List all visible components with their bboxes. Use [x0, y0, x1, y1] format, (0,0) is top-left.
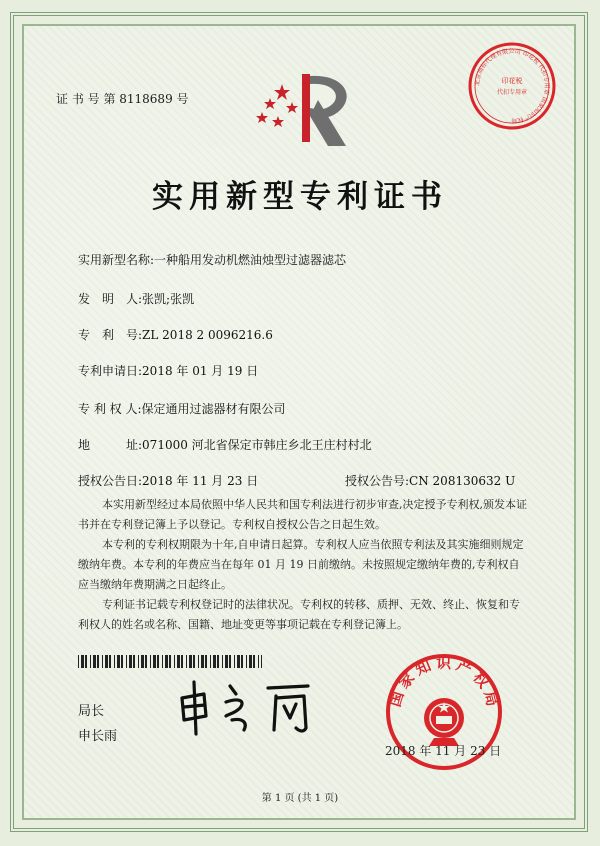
barcode-bar — [165, 655, 168, 668]
utility-model-name-label: 实用新型名称: — [78, 253, 155, 267]
barcode-bar — [234, 655, 235, 668]
grant-publication-number-label: 授权公告号: — [345, 474, 410, 488]
barcode-bar — [169, 655, 171, 668]
barcode-bar — [213, 655, 216, 668]
barcode-bar — [261, 655, 262, 668]
address-label: 地 址: — [78, 438, 143, 452]
barcode-bar — [138, 655, 139, 668]
barcode-bar — [201, 655, 204, 668]
director-signature — [176, 676, 326, 736]
address-value: 071000 河北省保定市韩庄乡北王庄村村北 — [142, 438, 372, 452]
barcode-bar — [174, 655, 175, 668]
grant-date-value: 2018 年 11 月 23 日 — [142, 474, 259, 488]
barcode-bar — [229, 655, 231, 668]
barcode-bar — [81, 655, 84, 668]
barcode-bar — [145, 655, 147, 668]
barcode-bar — [217, 655, 219, 668]
svg-text:代扣专用章: 代扣专用章 — [496, 89, 528, 96]
patent-office-logo — [248, 72, 360, 146]
barcode-bar — [198, 655, 199, 668]
utility-model-name-row — [78, 251, 346, 268]
body-paragraph: 本实用新型经过本局依照中华人民共和国专利法进行初步审查,决定授予专利权,颁发本证书并在专利登记簿上予以登记。专利权自授权公告之日起生效。 — [78, 498, 527, 531]
small-seal-stamp — [466, 40, 558, 132]
barcode-bar — [90, 655, 91, 668]
barcode-bar — [93, 655, 96, 668]
body-paragraph: 本专利的专利权期限为十年,自申请日起算。专利权人应当依照专利法及其实施细则规定缴纳年费。本专利的年费应当在每年 01 月 19 日前缴纳。未按照规定缴纳年费的,专利权自应当缴纳年费期满之日起终止。 — [78, 538, 524, 591]
utility-model-name-value: 一种船用发动机燃油烛型过滤器滤芯 — [154, 253, 347, 267]
barcode-bar — [85, 655, 87, 668]
seal-date: 2018 年 11 月 23 日 — [385, 744, 502, 758]
barcode-bar — [181, 655, 183, 668]
page-footer: 第 1 页 (共 1 页) — [261, 793, 339, 804]
small-seal-text: 北京商标代理有限公司 印花税 代扣专用章 国家知识产权局 — [473, 47, 551, 125]
patentee-label: 专 利 权 人: — [78, 402, 142, 416]
inventor-label: 发 明 人: — [78, 292, 143, 306]
patent-number-row — [78, 326, 273, 343]
inventor-row — [78, 290, 194, 307]
director-title-label: 局长 — [78, 704, 105, 719]
barcode-bar — [253, 655, 255, 668]
barcode-bar — [129, 655, 132, 668]
barcode-bar — [102, 655, 103, 668]
svg-text:北京商标代理有限公司 印花税 代扣专用章 国家知识产权局 — [473, 47, 551, 125]
barcode — [78, 655, 262, 668]
barcode-bar — [117, 655, 120, 668]
barcode-bar — [105, 655, 108, 668]
body-paragraph: 专利证书记载专利权登记时的法律状况。专利权的转移、质押、无效、终止、恢复和专利权人的姓名或名称、国籍、地址变更等事项记载在专利登记簿上。 — [78, 598, 520, 631]
barcode-bar — [193, 655, 195, 668]
filing-date-row — [78, 362, 258, 379]
barcode-bar — [205, 655, 207, 668]
barcode-bar — [162, 655, 163, 668]
barcode-bar — [133, 655, 135, 668]
grant-date-row — [78, 472, 258, 489]
filing-date-value: 2018 年 01 月 19 日 — [142, 364, 259, 378]
grant-date-label: 授权公告日: — [78, 474, 143, 488]
barcode-bar — [258, 655, 259, 668]
grant-publication-number-value: CN 208130632 U — [409, 474, 516, 488]
barcode-bar — [225, 655, 228, 668]
barcode-bar — [97, 655, 99, 668]
barcode-bar — [141, 655, 144, 668]
barcode-bar — [109, 655, 111, 668]
barcode-bar — [210, 655, 211, 668]
barcode-bar — [241, 655, 243, 668]
address-row — [78, 436, 372, 453]
barcode-bar — [249, 655, 252, 668]
barcode-bar — [78, 655, 79, 668]
barcode-bar — [150, 655, 151, 668]
barcode-bar — [189, 655, 192, 668]
barcode-bar — [186, 655, 187, 668]
inventor-value: 张凯;张凯 — [142, 292, 195, 306]
barcode-bar — [114, 655, 115, 668]
patentee-value: 保定通用过滤器材有限公司 — [141, 402, 286, 416]
certificate-number: 证 书 号 第 8118689 号 — [56, 92, 189, 106]
barcode-bar — [153, 655, 156, 668]
barcode-bar — [157, 655, 159, 668]
grant-publication-number-row — [345, 472, 515, 489]
patent-number-value: ZL 2018 2 0096216.6 — [142, 328, 273, 342]
barcode-bar — [126, 655, 127, 668]
barcode-bar — [237, 655, 240, 668]
barcode-bar — [177, 655, 180, 668]
barcode-bar — [222, 655, 223, 668]
director-name-label: 申长雨 — [78, 729, 118, 744]
page-title: 实用新型专利证书 — [152, 179, 448, 215]
patentee-row — [78, 400, 286, 417]
patent-number-label: 专 利 号: — [78, 328, 143, 342]
filing-date-label: 专利申请日: — [78, 364, 143, 378]
barcode-bar — [121, 655, 123, 668]
seal-text: 国家知识产权局 — [385, 653, 503, 712]
certificate-body — [78, 495, 530, 635]
barcode-bar — [246, 655, 247, 668]
svg-text:印花税: 印花税 — [501, 77, 523, 85]
